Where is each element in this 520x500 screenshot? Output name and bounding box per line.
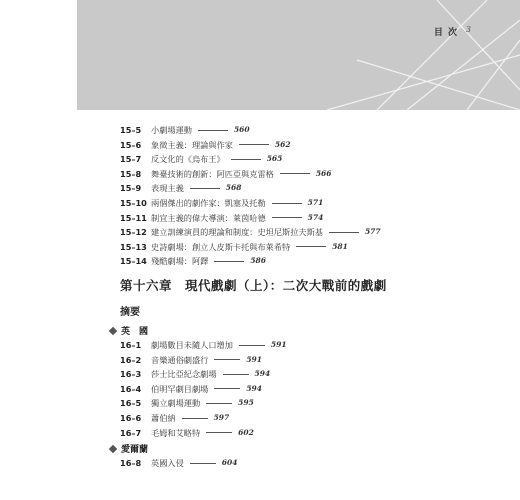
leader-line: [272, 203, 302, 204]
entry-title: 莎士比亞紀念劇場: [151, 369, 217, 380]
entry-number: 16–7: [120, 427, 142, 438]
entry-title-group: [151, 197, 323, 209]
entry-page: 574: [307, 212, 324, 222]
entry-title: 劇場數目未隨人口增加: [151, 340, 233, 350]
toc-entry[interactable]: [120, 427, 500, 439]
entry-title-group: [151, 383, 262, 395]
leader-line: [231, 159, 261, 160]
leader-line: [239, 144, 269, 145]
entry-title-group: [151, 255, 266, 267]
leader-line: [239, 345, 265, 346]
running-head: 目 次: [433, 28, 458, 38]
entry-title: 伯明罕劇目劇場: [151, 383, 209, 394]
entry-title: 象徵主義：理論與作家: [151, 139, 233, 150]
toc-entry[interactable]: [120, 368, 500, 380]
leader-line: [214, 261, 244, 262]
entry-title-group: [151, 212, 323, 224]
entry-title: 音樂通俗劇盛行: [151, 354, 209, 365]
entry-title-group: [151, 368, 270, 380]
entry-title: 英國入侵: [151, 458, 184, 469]
leader-line: [198, 130, 228, 131]
entry-number: 16–4: [120, 383, 142, 394]
entry-number: 15–6: [120, 139, 142, 150]
toc-entry[interactable]: [120, 124, 500, 136]
leader-line: [190, 188, 220, 189]
chapter-heading: 第十六章 現代戲劇（上）：二次大戰前的戲劇: [120, 278, 387, 293]
entry-page: 602: [238, 427, 254, 437]
entry-title: 蕭伯納: [151, 413, 176, 423]
entry-title-group: [151, 139, 291, 151]
entry-number: 16–1: [120, 340, 142, 350]
entry-number: 15–12: [120, 227, 147, 238]
entry-title-group: [151, 226, 381, 238]
entry-number: 15–14: [120, 256, 147, 267]
leader-line: [214, 388, 240, 389]
entry-number: 15–9: [120, 183, 142, 194]
entry-number: 16–6: [120, 413, 142, 423]
entry-title-group: [151, 457, 237, 469]
diamond-bullet-icon: [109, 444, 117, 452]
entry-title: 毛姆和艾略特: [151, 427, 201, 438]
toc-entry[interactable]: [120, 412, 500, 424]
toc-entry[interactable]: [120, 139, 500, 151]
entry-number: 16–2: [120, 354, 142, 365]
entry-title-group: [151, 339, 287, 351]
entry-page: 565: [266, 154, 283, 164]
entry-title: 制宜主義的偉大導演：萊茵哈德: [151, 212, 266, 223]
entry-page: 571: [307, 198, 324, 207]
leader-line: [272, 217, 302, 218]
entry-title-group: [151, 168, 331, 180]
entry-page: 566: [315, 168, 332, 178]
section-name: 英 國: [121, 327, 149, 337]
leader-line: [190, 463, 216, 464]
entry-title-group: [151, 153, 282, 165]
entry-title-group: [151, 397, 254, 409]
toc-entry[interactable]: [120, 383, 500, 395]
entry-number: 15–10: [120, 198, 147, 208]
leader-line: [329, 232, 359, 233]
entry-title-group: [151, 182, 241, 194]
entry-page: 560: [233, 125, 250, 134]
entry-number: 15–13: [120, 241, 147, 252]
decorative-lines: [77, 0, 520, 110]
toc-entry[interactable]: [120, 168, 500, 180]
entry-number: 15–8: [120, 168, 142, 179]
entry-page: 568: [225, 183, 242, 193]
toc-entry[interactable]: [120, 241, 500, 253]
entry-title-group: [151, 427, 254, 439]
section-name: 愛爾蘭: [121, 445, 149, 456]
entry-page: 586: [250, 256, 266, 266]
entry-title-group: [151, 412, 229, 424]
entry-page: 591: [246, 354, 262, 364]
leader-line: [206, 403, 232, 404]
entry-number: 16–5: [120, 398, 142, 409]
leader-line: [214, 359, 240, 360]
toc-entry[interactable]: [120, 182, 500, 194]
toc-entry[interactable]: [120, 339, 500, 351]
toc-entry[interactable]: [120, 457, 500, 469]
entry-page: 591: [270, 340, 287, 349]
toc-entry[interactable]: [120, 153, 500, 165]
leader-line: [280, 173, 310, 174]
entry-page: 597: [213, 413, 230, 422]
entry-number: 16–3: [120, 369, 142, 380]
header-banner: [77, 0, 520, 110]
entry-number: 16–8: [120, 458, 142, 469]
entry-title: 兩個傑出的劇作家：凱塞及托勒: [151, 198, 266, 208]
entry-title-group: [151, 241, 348, 253]
diamond-bullet-icon: [109, 326, 117, 334]
leader-line: [223, 374, 249, 375]
entry-page: 595: [238, 398, 254, 408]
entry-page: 604: [221, 458, 238, 468]
toc-entry[interactable]: [120, 397, 500, 409]
entry-title: 殘酷劇場：阿鐸: [151, 256, 209, 267]
entry-number: 15–7: [120, 154, 142, 165]
entry-page: 594: [254, 369, 271, 379]
summary-label: 摘要: [120, 307, 140, 318]
leader-line: [182, 418, 208, 419]
entry-title: 小劇場運動: [151, 125, 192, 135]
page-number: 3: [465, 25, 471, 34]
toc-entry[interactable]: [120, 197, 500, 209]
entry-title: 舞臺技術的創新：阿匹亞與克雷格: [151, 168, 274, 179]
entry-title: 獨立劇場運動: [151, 398, 201, 409]
entry-title-group: [151, 354, 262, 366]
entry-title-group: [151, 124, 250, 136]
toc-entry[interactable]: [120, 226, 500, 238]
entry-number: 15–11: [120, 212, 147, 223]
toc-entry[interactable]: [120, 255, 500, 267]
leader-line: [206, 432, 232, 433]
section-heading: [110, 442, 148, 455]
toc-entry[interactable]: [120, 354, 500, 366]
entry-title: 建立訓練演員的理論和制度：史坦尼斯拉夫斯基: [151, 227, 323, 238]
entry-page: 577: [364, 227, 381, 237]
entry-number: 15–5: [120, 125, 142, 135]
entry-title: 史詩劇場：創立人皮斯卡托與布萊希特: [151, 241, 291, 252]
entry-page: 562: [274, 139, 291, 149]
toc-entry[interactable]: [120, 212, 500, 224]
leader-line: [296, 246, 326, 247]
section-heading: [110, 324, 148, 337]
entry-title: 表現主義: [151, 183, 184, 194]
entry-page: 581: [332, 241, 348, 251]
entry-title: 反文化的《烏布王》: [151, 154, 225, 165]
entry-page: 594: [246, 383, 262, 393]
